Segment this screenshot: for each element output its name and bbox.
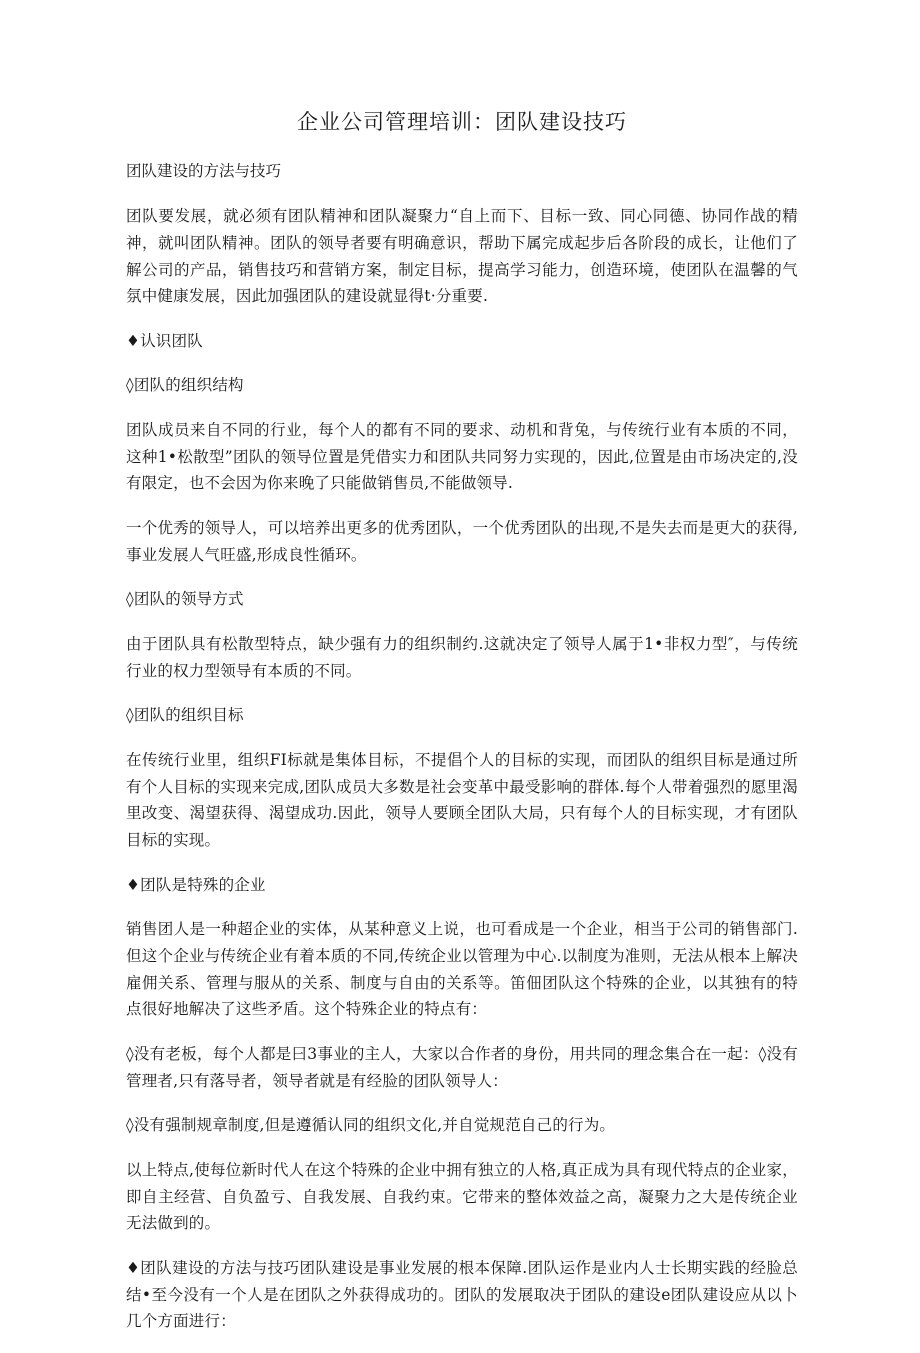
paragraph-no-rules: ◊没有强制规章制度,但是遵循认同的组织文化,并自觉规范自己的行为。 [126, 1116, 616, 1135]
paragraph-methods: ♦团队建设的方法与技巧团队建设是事业发展的根本保障.团队运作是业内人士长期实践的经脸总结•至今没有一个人是在团队之外获得成功的。团队的发展取决于团队的建设e团队建设应从以卜几个方面进行： [126, 1258, 798, 1331]
paragraph-special-enterprise: 销售团人是一种超企业的实体，从某种意义上说，也可看成是一个企业，相当于公司的销售部门.但这个企业与传统企业有着本质的不同,传统企业以管理为中心.以制度为准则，无法从根本上解决雇佣关系、管理与服从的关系、制度与自由的关系等。笛佃团队这个特殊的企业，以其独有的特点很好地解决了这些矛盾。这个特殊企业的特点有： [126, 920, 798, 1019]
paragraph-org-structure: 团队成员来自不同的行业，每个人的都有不同的要求、动机和背兔，与传统行业有本质的不同，这种1•松散型”团队的领导位置是凭借实力和团队共同努力实现的，因此,位置是由市场决定的,没有限定，也不会因为你来晚了只能做销售员,不能做领导. [126, 421, 798, 493]
heading-special-enterprise: ♦团队是特殊的企业 [126, 875, 266, 894]
heading-org-structure: ◊团队的组织结构 [126, 376, 244, 395]
heading-leadership-style: ◊团队的领导方式 [126, 590, 244, 609]
heading-org-goal: ◊团队的组织目标 [126, 706, 244, 725]
paragraph-summary: 以上特点,使每位新时代人在这个特殊的企业中拥有独立的人格,真正成为具有现代特点的企业家，即自主经营、自负盈亏、自我发展、自我约束。它带来的整体效益之高，凝聚力之大是传统企业无法做到的。 [126, 1160, 798, 1233]
section-heading: 团队建设的方法与技巧 [126, 162, 282, 181]
paragraph-org-goal: 在传统行业里，组织FI标就是集体目标，不提倡个人的目标的实现，而团队的组织目标是通过所有个人目标的实现来完成,团队成员大多数是社会变革中最受影响的群体.每个人带着强烈的愿里渴里改变、渴望获得、渴望成功.因此，领导人要顾全团队大局，只有每个人的目标实现，才有团队目标的实现。 [126, 751, 798, 849]
paragraph-no-boss: ◊没有老板，每个人都是曰3事业的主人，大家以合作者的身份，用共同的理念集合在一起：◊没有管理者,只有落导者，领导者就是有经脸的团队领导人： [126, 1044, 798, 1090]
paragraph-leadership-style: 由于团队具有松散型特点，缺少强有力的组织制约.这就决定了领导人属于1•非权力型″，与传统行业的权力型领导有本质的不同。 [126, 635, 798, 680]
document-page [126, 108, 798, 1353]
paragraph-intro: 团队要发展，就必须有团队精神和团队凝聚力“自上而下、目标一致、同心同德、协同作战的精神，就叫团队精神。团队的领导者要有明确意识，帮助下属完成起步后各阶段的成长，让他们了解公司的产品，销售技巧和营销方案，制定目标，提高学习能力，创造环境，使团队在温馨的气氛中健康发展，因此加强团队的建设就显得t·分重要. [126, 207, 798, 306]
document-title: 企业公司管理培训：团队建设技巧 [297, 110, 627, 134]
paragraph-leader: 一个优秀的领导人，可以培养出更多的优秀团队，一个优秀团队的出现,不是失去而是更大的获得,事业发展人气旺盛,形成良性循环。 [126, 519, 798, 564]
heading-know-team: ♦认识团队 [126, 331, 203, 350]
